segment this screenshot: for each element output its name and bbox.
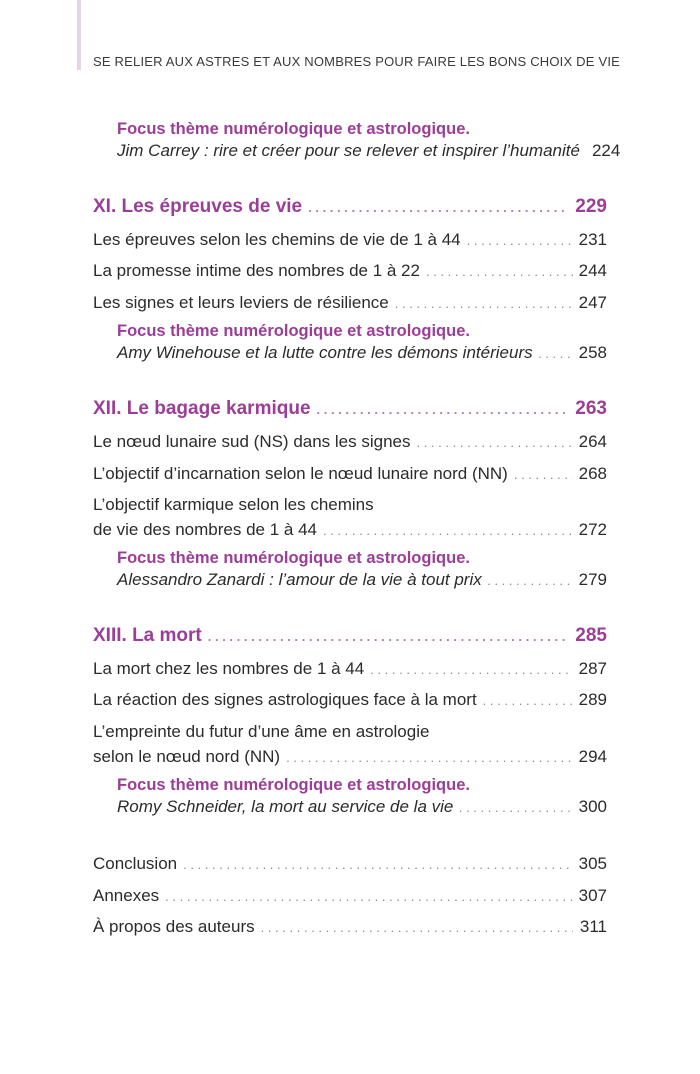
entry-title: Alessandro Zanardi : l’amour de la vie à tout prix <box>117 570 482 589</box>
dot-leader <box>208 626 570 648</box>
toc-entry-about-authors[interactable] <box>93 916 607 939</box>
page-number: 247 <box>578 293 607 312</box>
entry-title: de vie des nombres de 1 à 44 <box>93 520 317 539</box>
entry-title: La réaction des signes astrologiques face à la mort <box>93 690 477 709</box>
toc-entry-focus-amy-winehouse[interactable] <box>117 342 607 365</box>
toc-entry-focus-alessandro-zanardi[interactable] <box>117 569 607 592</box>
toc-chapter-13[interactable] <box>93 625 607 648</box>
entry-title: selon le nœud nord (NN) <box>93 747 281 766</box>
entry-title: L’objectif d’incarnation selon le nœud lunaire nord (NN) <box>93 464 508 483</box>
focus-heading: Focus thème numérologique et astrologique. <box>117 776 470 794</box>
dot-leader <box>514 464 573 486</box>
dot-leader <box>467 230 573 252</box>
dot-leader <box>417 432 573 454</box>
entry-title-line-1: L’empreinte du futur d’une âme en astrologie <box>93 722 430 741</box>
page-number: 231 <box>578 230 607 249</box>
dot-leader <box>426 261 573 283</box>
toc-entry-focus-jim-carrey[interactable] <box>117 140 621 163</box>
toc-entry[interactable] <box>93 292 607 315</box>
page-number: 224 <box>591 141 621 160</box>
entry-title: Les épreuves selon les chemins de vie de 1 à 44 <box>93 230 461 249</box>
entry-title: Les signes et leurs leviers de résilience <box>93 293 389 312</box>
page-number: 272 <box>578 520 607 539</box>
page-number: 244 <box>578 261 607 280</box>
entry-title: Annexes <box>93 886 160 905</box>
entry-title: La promesse intime des nombres de 1 à 22 <box>93 261 420 280</box>
focus-heading: Focus thème numérologique et astrologique. <box>117 549 470 567</box>
entry-title: Jim Carrey : rire et créer pour se relever et inspirer l’humanité <box>117 141 580 160</box>
page-number: 287 <box>578 659 607 678</box>
toc-entry-conclusion[interactable] <box>93 853 607 876</box>
page-number: 307 <box>578 886 607 905</box>
dot-leader <box>183 854 573 876</box>
dot-leader <box>165 886 572 908</box>
page-number: 311 <box>579 917 607 936</box>
dot-leader <box>261 917 573 939</box>
dot-leader <box>370 659 572 681</box>
page-number: 263 <box>575 398 607 419</box>
dot-leader <box>308 197 569 219</box>
page-number: 229 <box>575 196 607 217</box>
entry-title: Conclusion <box>93 854 178 873</box>
toc-chapter-12[interactable] <box>93 398 607 421</box>
toc-entry-focus-romy-schneider[interactable] <box>117 796 607 819</box>
toc-entry[interactable] <box>93 463 607 486</box>
toc-entry-annexes[interactable] <box>93 885 607 908</box>
chapter-title: XII. Le bagage karmique <box>93 398 311 419</box>
entry-title: Romy Schneider, la mort au service de la vie <box>117 797 454 816</box>
entry-title: À propos des auteurs <box>93 917 255 936</box>
page-number: 289 <box>578 690 607 709</box>
entry-title: Le nœud lunaire sud (NS) dans les signes <box>93 432 411 451</box>
dot-leader <box>323 520 573 542</box>
page-number: 300 <box>578 797 607 816</box>
toc-entry[interactable] <box>93 431 607 454</box>
page-number: 279 <box>578 570 607 589</box>
focus-heading: Focus thème numérologique et astrologique. <box>117 120 470 138</box>
dot-leader <box>488 570 573 592</box>
chapter-title: XI. Les épreuves de vie <box>93 196 303 217</box>
dot-leader <box>395 293 573 315</box>
toc-entry[interactable] <box>93 689 607 712</box>
toc-chapter-11[interactable] <box>93 196 607 219</box>
page-number: 258 <box>578 343 607 362</box>
toc-entry[interactable] <box>93 229 607 252</box>
page-number: 268 <box>578 464 607 483</box>
dot-leader <box>286 747 573 769</box>
running-head: SE RELIER AUX ASTRES ET AUX NOMBRES POUR FAIRE LES BONS CHOIX DE VIE <box>93 54 621 69</box>
dot-leader <box>483 690 573 712</box>
dot-leader <box>459 797 572 819</box>
entry-title-line-1: L’objectif karmique selon les chemins <box>93 495 374 514</box>
toc-entry[interactable] <box>93 260 607 283</box>
toc-entry[interactable] <box>93 746 607 769</box>
focus-heading: Focus thème numérologique et astrologique. <box>117 322 470 340</box>
toc-entry[interactable] <box>93 658 607 681</box>
page-number: 305 <box>578 854 607 873</box>
margin-accent-bar <box>77 0 81 70</box>
dot-leader <box>317 399 570 421</box>
chapter-title: XIII. La mort <box>93 625 202 646</box>
page-number: 285 <box>575 625 607 646</box>
toc-entry[interactable] <box>93 519 607 542</box>
entry-title: La mort chez les nombres de 1 à 44 <box>93 659 365 678</box>
page-number: 294 <box>578 747 607 766</box>
entry-title: Amy Winehouse et la lutte contre les démons intérieurs <box>117 343 533 362</box>
dot-leader <box>539 343 573 365</box>
page-number: 264 <box>578 432 607 451</box>
